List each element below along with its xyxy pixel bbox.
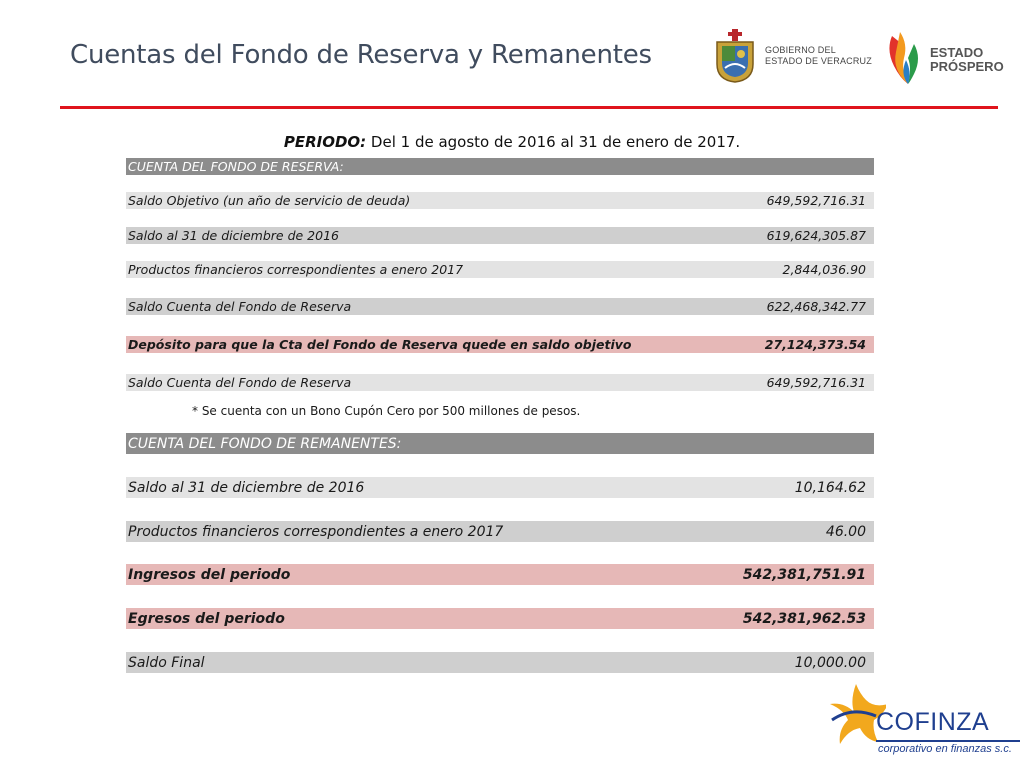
flame-icon: [884, 30, 924, 90]
table-row: [126, 521, 874, 542]
table-row: [126, 652, 874, 673]
row-amount: 649,592,716.31: [766, 375, 866, 390]
bono-note: * Se cuenta con un Bono Cupón Cero por 500 millones de pesos.: [192, 404, 581, 418]
page-title: Cuentas del Fondo de Reserva y Remanentes: [70, 40, 652, 70]
row-amount: 619,624,305.87: [766, 228, 866, 243]
coat-of-arms-icon: [713, 28, 757, 84]
cofinza-name: COFINZA: [876, 708, 990, 736]
row-label: Saldo Objetivo (un año de servicio de deuda): [128, 193, 411, 208]
row-amount: 542,381,962.53: [742, 610, 866, 627]
gobierno-text-line-1: GOBIERNO DEL: [765, 45, 836, 55]
row-amount: 2,844,036.90: [782, 262, 866, 277]
table-row: [126, 261, 874, 278]
row-amount: 27,124,373.54: [764, 337, 866, 352]
table-row: [126, 374, 874, 391]
table-row: [126, 192, 874, 209]
table-row: [126, 227, 874, 244]
row-label: Productos financieros correspondientes a enero 2017: [128, 523, 504, 540]
cofinza-logo: [826, 680, 1022, 764]
row-label: Ingresos del periodo: [128, 566, 291, 583]
row-amount: 46.00: [825, 523, 866, 540]
row-amount: 649,592,716.31: [766, 193, 866, 208]
row-label: Saldo Cuenta del Fondo de Reserva: [128, 299, 352, 314]
estado-prospero-logo: [884, 30, 1004, 90]
period-label: PERIODO:: [283, 133, 367, 151]
row-label: Egresos del periodo: [128, 610, 285, 627]
title-divider: [60, 106, 998, 109]
row-amount: 10,000.00: [794, 654, 866, 671]
cofinza-tagline: corporativo en finanzas s.c.: [878, 743, 1012, 755]
row-amount: 542,381,751.91: [742, 566, 866, 583]
row-label: Saldo Final: [128, 654, 205, 671]
table-row: [126, 564, 874, 585]
period-text: Del 1 de agosto de 2016 al 31 de enero de 2017.: [366, 133, 741, 151]
estado-text-line-2: PRÓSPERO: [930, 59, 1004, 74]
row-label: Saldo al 31 de diciembre de 2016: [128, 479, 365, 496]
remanentes-header-label: CUENTA DEL FONDO DE REMANENTES:: [128, 435, 402, 452]
period-line: [0, 133, 1024, 151]
row-amount: 622,468,342.77: [766, 299, 866, 314]
table-row: [126, 477, 874, 498]
gobierno-veracruz-logo: [713, 28, 872, 84]
remanentes-header: [126, 433, 874, 454]
estado-text-line-1: ESTADO: [930, 45, 984, 60]
gobierno-text-line-2: ESTADO DE VERACRUZ: [765, 56, 872, 66]
row-label: Saldo al 31 de diciembre de 2016: [128, 228, 339, 243]
row-amount: 10,164.62: [794, 479, 866, 496]
table-row: [126, 608, 874, 629]
row-label: Saldo Cuenta del Fondo de Reserva: [128, 375, 352, 390]
row-label: Productos financieros correspondientes a enero 2017: [128, 262, 464, 277]
table-row: [126, 336, 874, 353]
row-label: Depósito para que la Cta del Fondo de Reserva quede en saldo objetivo: [128, 337, 632, 352]
cofinza-underline: [876, 740, 1020, 742]
reserva-header-label: CUENTA DEL FONDO DE RESERVA:: [128, 159, 344, 174]
table-row: [126, 298, 874, 315]
reserva-header: [126, 158, 874, 175]
